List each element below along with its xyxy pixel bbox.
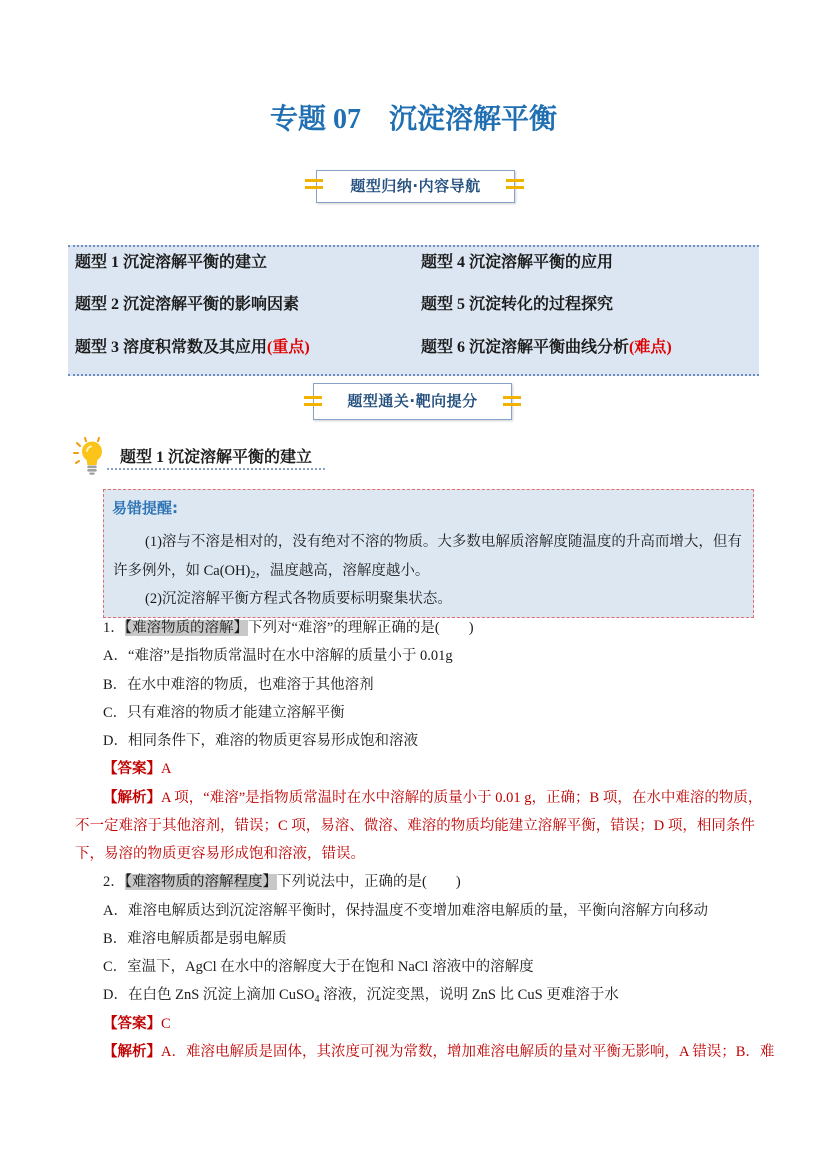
tip-line	[113, 557, 744, 586]
nav-banner: 题型归纳·内容导航	[316, 170, 515, 203]
analysis-line: 不一定难溶于其他溶剂，错误；C 项，易溶、微溶、难溶的物质均能建立溶解平衡，错误；D 项，相同条件	[75, 817, 755, 834]
question-tag: 【难溶物质的溶解程度】	[124, 874, 277, 891]
answer-label: 【答案】	[103, 1015, 161, 1032]
option-text: 溶液，沉淀变黑，说明 ZnS 比 CuS 更难溶于水	[319, 987, 619, 1004]
subscript: 4	[314, 994, 320, 1006]
question-number: 2．	[103, 874, 125, 891]
section-heading: 题型 1 沉淀溶解平衡的建立	[120, 449, 313, 466]
toc-item-3	[75, 337, 310, 359]
toc-item-label: 题型 5 沉淀转化的过程探究	[421, 296, 614, 313]
toc-item-2	[75, 294, 299, 316]
double-bar-icon	[506, 179, 524, 189]
tip-box	[103, 489, 754, 618]
page-title: 专题 07 沉淀溶解平衡	[269, 104, 557, 135]
toc-item-label: 题型 4 沉淀溶解平衡的应用	[421, 254, 614, 271]
analysis-line	[75, 784, 763, 812]
toc-item-5	[421, 294, 613, 316]
option-b: B．难溶电解质都是弱电解质	[103, 930, 287, 947]
answer-line	[75, 755, 755, 783]
option-c: C．只有难溶的物质才能建立溶解平衡	[103, 704, 345, 721]
question-stem	[75, 614, 755, 642]
toc-item-6	[421, 337, 672, 359]
toc-item-1	[75, 252, 267, 274]
question-tag: 【难溶物质的溶解】	[124, 620, 248, 636]
analysis-text: A．难溶电解质是固体，其浓度可视为常数，增加难溶电解质的量对平衡无影响，A 错误；B．难	[161, 1043, 775, 1060]
lightbulb-icon	[73, 437, 107, 477]
answer-value: C	[161, 1015, 171, 1032]
analysis-text: A 项，“难溶”是指物质常温时在水中溶解的质量小于 0.01 g，正确；B 项，在水中难溶的物质，	[161, 789, 763, 806]
toc-item-label: 题型 2 沉淀溶解平衡的影响因素	[75, 296, 300, 313]
option-d: D．相同条件下，难溶的物质更容易形成饱和溶液	[103, 733, 418, 750]
answer-value: A	[161, 761, 172, 778]
option-d	[75, 981, 755, 1009]
question-number: 1．	[103, 620, 125, 636]
analysis-line	[75, 1038, 775, 1066]
toc-item-4	[421, 252, 613, 274]
toc-item-difficult-tag: (难点)	[629, 339, 672, 356]
toc-item-label: 题型 6 沉淀溶解平衡曲线分析	[421, 339, 630, 356]
toc-item-key-tag: (重点)	[267, 339, 310, 356]
tip-line: (1)溶与不溶是相对的，没有绝对不溶的物质。大多数电解质溶解度随温度的升高而增大，但有	[145, 534, 742, 550]
tip-content	[113, 528, 744, 614]
option-c: C．室温下，AgCl 在水中的溶解度大于在饱和 NaCl 溶液中的溶解度	[103, 959, 534, 976]
answer-line	[75, 1010, 755, 1038]
question-text: 下列对“难溶”的理解正确的是( )	[248, 620, 474, 636]
double-bar-icon	[304, 396, 322, 406]
analysis-label: 【解析】	[103, 789, 161, 806]
toc-item-label: 题型 3 溶度积常数及其应用	[75, 339, 268, 356]
question-text: 下列说法中，正确的是( )	[277, 874, 461, 891]
question-list	[75, 614, 775, 1066]
double-bar-icon	[503, 396, 521, 406]
option-b: B．在水中难溶的物质，也难溶于其他溶剂	[103, 676, 374, 693]
practice-banner: 题型通关·靶向提分	[313, 383, 512, 420]
toc-item-label: 题型 1 沉淀溶解平衡的建立	[75, 254, 268, 271]
answer-label: 【答案】	[103, 761, 161, 778]
question-stem	[75, 868, 755, 896]
option-a: A．难溶电解质达到沉淀溶解平衡时，保持温度不变增加难溶电解质的量，平衡向溶解方向移动	[103, 902, 708, 919]
section-heading-underline	[107, 468, 325, 470]
option-text: D．在白色 ZnS 沉淀上滴加 CuSO	[103, 987, 315, 1004]
analysis-label: 【解析】	[103, 1043, 161, 1060]
subscript: 2	[250, 569, 256, 581]
double-bar-icon	[305, 179, 323, 189]
option-a: A．“难溶”是指物质常温时在水中溶解的质量小于 0.01g	[103, 648, 453, 665]
tip-text: 许多例外，如 Ca(OH)	[113, 562, 251, 579]
tip-title: 易错提醒:	[112, 499, 178, 517]
analysis-line: 下，易溶的物质更容易形成饱和溶液，错误。	[75, 846, 365, 863]
tip-text: ，温度越高，溶解度越小。	[255, 562, 430, 579]
tip-line: (2)沉淀溶解平衡方程式各物质要标明聚集状态。	[145, 591, 452, 607]
